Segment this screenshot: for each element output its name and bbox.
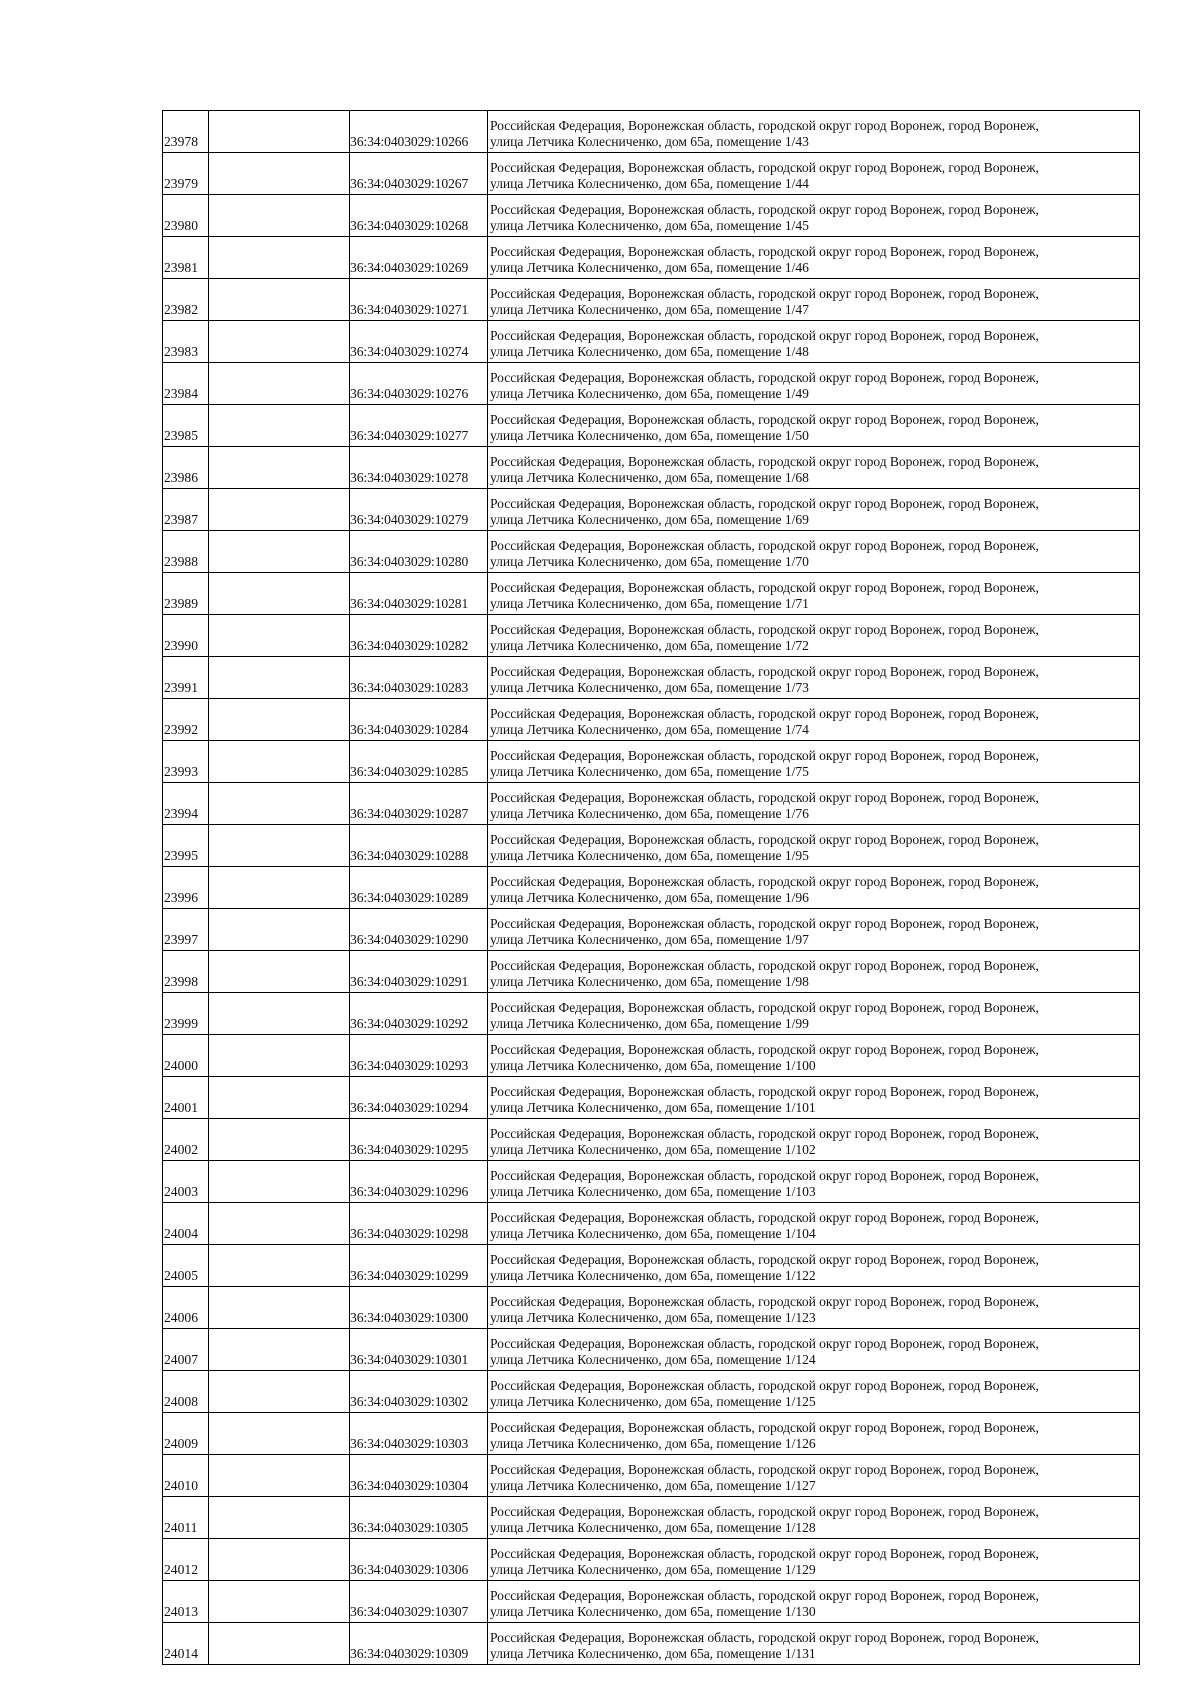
record-number-cell: 23996 (163, 867, 209, 909)
record-number-cell: 23998 (163, 951, 209, 993)
empty-cell (209, 237, 350, 279)
address-cell (488, 363, 1140, 405)
cadastral-number-cell: 36:34:0403029:10282 (350, 615, 488, 657)
address-line-1: Российская Федерация, Воронежская область, городской округ город Воронеж, город Воронеж, (490, 1378, 1039, 1393)
cadastral-number-cell: 36:34:0403029:10278 (350, 447, 488, 489)
table-row (163, 1077, 1140, 1119)
cadastral-number-cell: 36:34:0403029:10285 (350, 741, 488, 783)
address-line-1: Российская Федерация, Воронежская область, городской округ город Воронеж, город Воронеж, (490, 1420, 1039, 1435)
address-line-2: улица Летчика Колесниченко, дом 65а, помещение 1/104 (490, 1225, 816, 1241)
address-line-1: Российская Федерация, Воронежская область, городской округ город Воронеж, город Воронеж, (490, 286, 1039, 301)
table-row (163, 1035, 1140, 1077)
address-line-2: улица Летчика Колесниченко, дом 65а, помещение 1/125 (490, 1393, 816, 1409)
empty-cell (209, 1035, 350, 1077)
empty-cell (209, 1077, 350, 1119)
record-number-cell: 23994 (163, 783, 209, 825)
cadastral-number-cell: 36:34:0403029:10306 (350, 1539, 488, 1581)
table-row (163, 1371, 1140, 1413)
cadastral-number-cell: 36:34:0403029:10271 (350, 279, 488, 321)
table-row (163, 783, 1140, 825)
cadastral-number-cell: 36:34:0403029:10303 (350, 1413, 488, 1455)
table-row (163, 111, 1140, 153)
address-line-1: Российская Федерация, Воронежская область, городской округ город Воронеж, город Воронеж, (490, 1504, 1039, 1519)
record-number-cell: 23980 (163, 195, 209, 237)
address-cell (488, 909, 1140, 951)
cadastral-number-cell: 36:34:0403029:10295 (350, 1119, 488, 1161)
address-line-1: Российская Федерация, Воронежская область, городской округ город Воронеж, город Воронеж, (490, 538, 1039, 553)
address-line-2: улица Летчика Колесниченко, дом 65а, помещение 1/97 (490, 931, 809, 947)
address-cell (488, 1245, 1140, 1287)
table-row (163, 1455, 1140, 1497)
address-line-1: Российская Федерация, Воронежская область, городской округ город Воронеж, город Воронеж, (490, 328, 1039, 343)
empty-cell (209, 405, 350, 447)
cadastral-number-cell: 36:34:0403029:10291 (350, 951, 488, 993)
empty-cell (209, 111, 350, 153)
cadastral-number-cell: 36:34:0403029:10309 (350, 1623, 488, 1665)
cadastral-number-cell: 36:34:0403029:10274 (350, 321, 488, 363)
cadastral-number-cell: 36:34:0403029:10302 (350, 1371, 488, 1413)
record-number-cell: 23985 (163, 405, 209, 447)
address-line-1: Российская Федерация, Воронежская область, городской округ город Воронеж, город Воронеж, (490, 1546, 1039, 1561)
empty-cell (209, 1623, 350, 1665)
cadastral-number-cell: 36:34:0403029:10267 (350, 153, 488, 195)
table-row (163, 1413, 1140, 1455)
record-number-cell: 24007 (163, 1329, 209, 1371)
table-row (163, 573, 1140, 615)
record-number-cell: 24000 (163, 1035, 209, 1077)
address-cell (488, 657, 1140, 699)
record-number-cell: 23989 (163, 573, 209, 615)
empty-cell (209, 951, 350, 993)
empty-cell (209, 1161, 350, 1203)
address-line-2: улица Летчика Колесниченко, дом 65а, помещение 1/72 (490, 637, 809, 653)
address-cell (488, 993, 1140, 1035)
address-cell (488, 783, 1140, 825)
cadastral-number-cell: 36:34:0403029:10304 (350, 1455, 488, 1497)
address-cell (488, 1077, 1140, 1119)
address-cell (488, 615, 1140, 657)
record-number-cell: 23991 (163, 657, 209, 699)
table-row (163, 1623, 1140, 1665)
empty-cell (209, 783, 350, 825)
record-number-cell: 24014 (163, 1623, 209, 1665)
empty-cell (209, 1119, 350, 1161)
address-line-1: Российская Федерация, Воронежская область, городской округ город Воронеж, город Воронеж, (490, 664, 1039, 679)
cadastral-number-cell: 36:34:0403029:10288 (350, 825, 488, 867)
address-line-2: улица Летчика Колесниченко, дом 65а, помещение 1/128 (490, 1519, 816, 1535)
address-cell (488, 153, 1140, 195)
cadastral-number-cell: 36:34:0403029:10301 (350, 1329, 488, 1371)
cadastral-number-cell: 36:34:0403029:10289 (350, 867, 488, 909)
address-cell (488, 447, 1140, 489)
address-line-1: Российская Федерация, Воронежская область, городской округ город Воронеж, город Воронеж, (490, 244, 1039, 259)
record-number-cell: 23986 (163, 447, 209, 489)
table-body (163, 111, 1140, 1665)
register-table (162, 110, 1140, 1665)
table-row (163, 615, 1140, 657)
table-row (163, 993, 1140, 1035)
address-line-2: улица Летчика Колесниченко, дом 65а, помещение 1/123 (490, 1309, 816, 1325)
empty-cell (209, 741, 350, 783)
table-row (163, 321, 1140, 363)
address-line-1: Российская Федерация, Воронежская область, городской округ город Воронеж, город Воронеж, (490, 1630, 1039, 1645)
address-cell (488, 1161, 1140, 1203)
address-line-1: Российская Федерация, Воронежская область, городской округ город Воронеж, город Воронеж, (490, 1042, 1039, 1057)
table-row (163, 1287, 1140, 1329)
empty-cell (209, 825, 350, 867)
cadastral-number-cell: 36:34:0403029:10305 (350, 1497, 488, 1539)
cadastral-number-cell: 36:34:0403029:10276 (350, 363, 488, 405)
empty-cell (209, 279, 350, 321)
table-row (163, 195, 1140, 237)
table-row (163, 1329, 1140, 1371)
table-row (163, 405, 1140, 447)
address-cell (488, 321, 1140, 363)
cadastral-number-cell: 36:34:0403029:10279 (350, 489, 488, 531)
record-number-cell: 24008 (163, 1371, 209, 1413)
address-line-2: улица Летчика Колесниченко, дом 65а, помещение 1/101 (490, 1099, 816, 1115)
address-cell (488, 195, 1140, 237)
cadastral-number-cell: 36:34:0403029:10280 (350, 531, 488, 573)
empty-cell (209, 531, 350, 573)
record-number-cell: 24002 (163, 1119, 209, 1161)
empty-cell (209, 363, 350, 405)
empty-cell (209, 699, 350, 741)
address-line-2: улица Летчика Колесниченко, дом 65а, помещение 1/102 (490, 1141, 816, 1157)
address-line-1: Российская Федерация, Воронежская область, городской округ город Воронеж, город Воронеж, (490, 202, 1039, 217)
table-row (163, 1539, 1140, 1581)
address-line-1: Российская Федерация, Воронежская область, городской округ город Воронеж, город Воронеж, (490, 1168, 1039, 1183)
address-cell (488, 951, 1140, 993)
record-number-cell: 23987 (163, 489, 209, 531)
address-line-2: улица Летчика Колесниченко, дом 65а, помещение 1/68 (490, 469, 809, 485)
cadastral-number-cell: 36:34:0403029:10290 (350, 909, 488, 951)
address-line-2: улица Летчика Колесниченко, дом 65а, помещение 1/100 (490, 1057, 816, 1073)
record-number-cell: 23995 (163, 825, 209, 867)
address-line-2: улица Летчика Колесниченко, дом 65а, помещение 1/98 (490, 973, 809, 989)
address-line-1: Российская Федерация, Воронежская область, городской округ город Воронеж, город Воронеж, (490, 160, 1039, 175)
address-line-2: улица Летчика Колесниченко, дом 65а, помещение 1/76 (490, 805, 809, 821)
cadastral-number-cell: 36:34:0403029:10293 (350, 1035, 488, 1077)
address-line-2: улица Летчика Колесниченко, дом 65а, помещение 1/50 (490, 427, 809, 443)
address-cell (488, 1287, 1140, 1329)
address-line-1: Российская Федерация, Воронежская область, городской округ город Воронеж, город Воронеж, (490, 412, 1039, 427)
cadastral-number-cell: 36:34:0403029:10269 (350, 237, 488, 279)
address-cell (488, 1623, 1140, 1665)
table-row (163, 237, 1140, 279)
table-row (163, 489, 1140, 531)
address-line-1: Российская Федерация, Воронежская область, городской округ город Воронеж, город Воронеж, (490, 958, 1039, 973)
address-cell (488, 279, 1140, 321)
address-cell (488, 741, 1140, 783)
address-line-2: улица Летчика Колесниченко, дом 65а, помещение 1/49 (490, 385, 809, 401)
address-cell (488, 825, 1140, 867)
address-cell (488, 1497, 1140, 1539)
record-number-cell: 24006 (163, 1287, 209, 1329)
empty-cell (209, 1581, 350, 1623)
address-line-2: улица Летчика Колесниченко, дом 65а, помещение 1/130 (490, 1603, 816, 1619)
address-line-1: Российская Федерация, Воронежская область, городской округ город Воронеж, город Воронеж, (490, 1252, 1039, 1267)
record-number-cell: 24009 (163, 1413, 209, 1455)
address-line-2: улица Летчика Колесниченко, дом 65а, помещение 1/70 (490, 553, 809, 569)
address-cell (488, 1413, 1140, 1455)
address-line-2: улица Летчика Колесниченко, дом 65а, помещение 1/124 (490, 1351, 816, 1367)
empty-cell (209, 1329, 350, 1371)
record-number-cell: 23992 (163, 699, 209, 741)
table-row (163, 1203, 1140, 1245)
empty-cell (209, 1539, 350, 1581)
address-cell (488, 111, 1140, 153)
address-line-2: улица Летчика Колесниченко, дом 65а, помещение 1/95 (490, 847, 809, 863)
cadastral-number-cell: 36:34:0403029:10307 (350, 1581, 488, 1623)
table-row (163, 153, 1140, 195)
record-number-cell: 23988 (163, 531, 209, 573)
address-line-1: Российская Федерация, Воронежская область, городской округ город Воронеж, город Воронеж, (490, 790, 1039, 805)
record-number-cell: 24001 (163, 1077, 209, 1119)
table-row (163, 447, 1140, 489)
cadastral-number-cell: 36:34:0403029:10296 (350, 1161, 488, 1203)
address-line-2: улица Летчика Колесниченко, дом 65а, помещение 1/71 (490, 595, 809, 611)
empty-cell (209, 867, 350, 909)
address-line-2: улица Летчика Колесниченко, дом 65а, помещение 1/127 (490, 1477, 816, 1493)
record-number-cell: 24003 (163, 1161, 209, 1203)
empty-cell (209, 909, 350, 951)
address-line-1: Российская Федерация, Воронежская область, городской округ город Воронеж, город Воронеж, (490, 370, 1039, 385)
address-line-2: улица Летчика Колесниченко, дом 65а, помещение 1/47 (490, 301, 809, 317)
address-line-1: Российская Федерация, Воронежская область, городской округ город Воронеж, город Воронеж, (490, 748, 1039, 763)
address-line-1: Российская Федерация, Воронежская область, городской округ город Воронеж, город Воронеж, (490, 1462, 1039, 1477)
table-row (163, 951, 1140, 993)
empty-cell (209, 1203, 350, 1245)
table-row (163, 1119, 1140, 1161)
address-line-1: Российская Федерация, Воронежская область, городской округ город Воронеж, город Воронеж, (490, 1210, 1039, 1225)
cadastral-number-cell: 36:34:0403029:10268 (350, 195, 488, 237)
table-row (163, 699, 1140, 741)
empty-cell (209, 615, 350, 657)
address-line-2: улица Летчика Колесниченко, дом 65а, помещение 1/45 (490, 217, 809, 233)
address-line-2: улица Летчика Колесниченко, дом 65а, помещение 1/99 (490, 1015, 809, 1031)
address-cell (488, 531, 1140, 573)
empty-cell (209, 1245, 350, 1287)
empty-cell (209, 153, 350, 195)
address-line-1: Российская Федерация, Воронежская область, городской округ город Воронеж, город Воронеж, (490, 622, 1039, 637)
cadastral-number-cell: 36:34:0403029:10300 (350, 1287, 488, 1329)
address-cell (488, 1581, 1140, 1623)
table-row (163, 1245, 1140, 1287)
record-number-cell: 24005 (163, 1245, 209, 1287)
address-line-1: Российская Федерация, Воронежская область, городской округ город Воронеж, город Воронеж, (490, 1336, 1039, 1351)
address-line-2: улица Летчика Колесниченко, дом 65а, помещение 1/75 (490, 763, 809, 779)
address-cell (488, 1119, 1140, 1161)
table-row (163, 1161, 1140, 1203)
cadastral-number-cell: 36:34:0403029:10284 (350, 699, 488, 741)
cadastral-number-cell: 36:34:0403029:10299 (350, 1245, 488, 1287)
record-number-cell: 23978 (163, 111, 209, 153)
address-line-1: Российская Федерация, Воронежская область, городской округ город Воронеж, город Воронеж, (490, 1084, 1039, 1099)
record-number-cell: 23981 (163, 237, 209, 279)
cadastral-number-cell: 36:34:0403029:10294 (350, 1077, 488, 1119)
address-line-2: улица Летчика Колесниченко, дом 65а, помещение 1/96 (490, 889, 809, 905)
address-line-1: Российская Федерация, Воронежская область, городской округ город Воронеж, город Воронеж, (490, 580, 1039, 595)
record-number-cell: 23984 (163, 363, 209, 405)
cadastral-number-cell: 36:34:0403029:10283 (350, 657, 488, 699)
table-row (163, 279, 1140, 321)
address-line-1: Российская Федерация, Воронежская область, городской округ город Воронеж, город Воронеж, (490, 832, 1039, 847)
record-number-cell: 23993 (163, 741, 209, 783)
table-row (163, 741, 1140, 783)
empty-cell (209, 1287, 350, 1329)
record-number-cell: 23999 (163, 993, 209, 1035)
address-cell (488, 1539, 1140, 1581)
address-line-2: улица Летчика Колесниченко, дом 65а, помещение 1/129 (490, 1561, 816, 1577)
empty-cell (209, 1455, 350, 1497)
record-number-cell: 24012 (163, 1539, 209, 1581)
record-number-cell: 24011 (163, 1497, 209, 1539)
empty-cell (209, 993, 350, 1035)
record-number-cell: 24010 (163, 1455, 209, 1497)
empty-cell (209, 1371, 350, 1413)
address-cell (488, 573, 1140, 615)
cadastral-number-cell: 36:34:0403029:10281 (350, 573, 488, 615)
address-cell (488, 1329, 1140, 1371)
address-line-2: улица Летчика Колесниченко, дом 65а, помещение 1/74 (490, 721, 809, 737)
address-cell (488, 867, 1140, 909)
address-cell (488, 489, 1140, 531)
address-line-2: улица Летчика Колесниченко, дом 65а, помещение 1/69 (490, 511, 809, 527)
empty-cell (209, 447, 350, 489)
empty-cell (209, 1413, 350, 1455)
address-line-1: Российская Федерация, Воронежская область, городской округ город Воронеж, город Воронеж, (490, 454, 1039, 469)
table-row (163, 657, 1140, 699)
empty-cell (209, 489, 350, 531)
cadastral-number-cell: 36:34:0403029:10292 (350, 993, 488, 1035)
address-line-1: Российская Федерация, Воронежская область, городской округ город Воронеж, город Воронеж, (490, 496, 1039, 511)
address-line-1: Российская Федерация, Воронежская область, городской округ город Воронеж, город Воронеж, (490, 1588, 1039, 1603)
empty-cell (209, 321, 350, 363)
address-cell (488, 1455, 1140, 1497)
address-line-2: улица Летчика Колесниченко, дом 65а, помещение 1/103 (490, 1183, 816, 1199)
record-number-cell: 24013 (163, 1581, 209, 1623)
empty-cell (209, 657, 350, 699)
empty-cell (209, 1497, 350, 1539)
address-line-1: Российская Федерация, Воронежская область, городской округ город Воронеж, город Воронеж, (490, 118, 1039, 133)
table-row (163, 825, 1140, 867)
record-number-cell: 23997 (163, 909, 209, 951)
cadastral-number-cell: 36:34:0403029:10266 (350, 111, 488, 153)
table-row (163, 1497, 1140, 1539)
address-line-2: улица Летчика Колесниченко, дом 65а, помещение 1/43 (490, 133, 809, 149)
record-number-cell: 24004 (163, 1203, 209, 1245)
address-line-1: Российская Федерация, Воронежская область, городской округ город Воронеж, город Воронеж, (490, 1126, 1039, 1141)
cadastral-number-cell: 36:34:0403029:10298 (350, 1203, 488, 1245)
empty-cell (209, 573, 350, 615)
address-line-1: Российская Федерация, Воронежская область, городской округ город Воронеж, город Воронеж, (490, 874, 1039, 889)
address-cell (488, 237, 1140, 279)
address-line-2: улица Летчика Колесниченко, дом 65а, помещение 1/48 (490, 343, 809, 359)
table-row (163, 1581, 1140, 1623)
address-cell (488, 699, 1140, 741)
cadastral-number-cell: 36:34:0403029:10287 (350, 783, 488, 825)
address-line-1: Российская Федерация, Воронежская область, городской округ город Воронеж, город Воронеж, (490, 706, 1039, 721)
address-line-2: улица Летчика Колесниченко, дом 65а, помещение 1/44 (490, 175, 809, 191)
record-number-cell: 23990 (163, 615, 209, 657)
address-line-2: улица Летчика Колесниченко, дом 65а, помещение 1/131 (490, 1645, 816, 1661)
address-line-2: улица Летчика Колесниченко, дом 65а, помещение 1/73 (490, 679, 809, 695)
table-row (163, 909, 1140, 951)
address-line-1: Российская Федерация, Воронежская область, городской округ город Воронеж, город Воронеж, (490, 1000, 1039, 1015)
cadastral-number-cell: 36:34:0403029:10277 (350, 405, 488, 447)
address-cell (488, 1371, 1140, 1413)
empty-cell (209, 195, 350, 237)
address-line-1: Российская Федерация, Воронежская область, городской округ город Воронеж, город Воронеж, (490, 1294, 1039, 1309)
address-line-1: Российская Федерация, Воронежская область, городской округ город Воронеж, город Воронеж, (490, 916, 1039, 931)
table-row (163, 531, 1140, 573)
address-line-2: улица Летчика Колесниченко, дом 65а, помещение 1/46 (490, 259, 809, 275)
address-line-2: улица Летчика Колесниченко, дом 65а, помещение 1/126 (490, 1435, 816, 1451)
record-number-cell: 23979 (163, 153, 209, 195)
record-number-cell: 23982 (163, 279, 209, 321)
table-row (163, 363, 1140, 405)
record-number-cell: 23983 (163, 321, 209, 363)
address-cell (488, 405, 1140, 447)
address-cell (488, 1203, 1140, 1245)
table-row (163, 867, 1140, 909)
address-line-2: улица Летчика Колесниченко, дом 65а, помещение 1/122 (490, 1267, 816, 1283)
address-cell (488, 1035, 1140, 1077)
